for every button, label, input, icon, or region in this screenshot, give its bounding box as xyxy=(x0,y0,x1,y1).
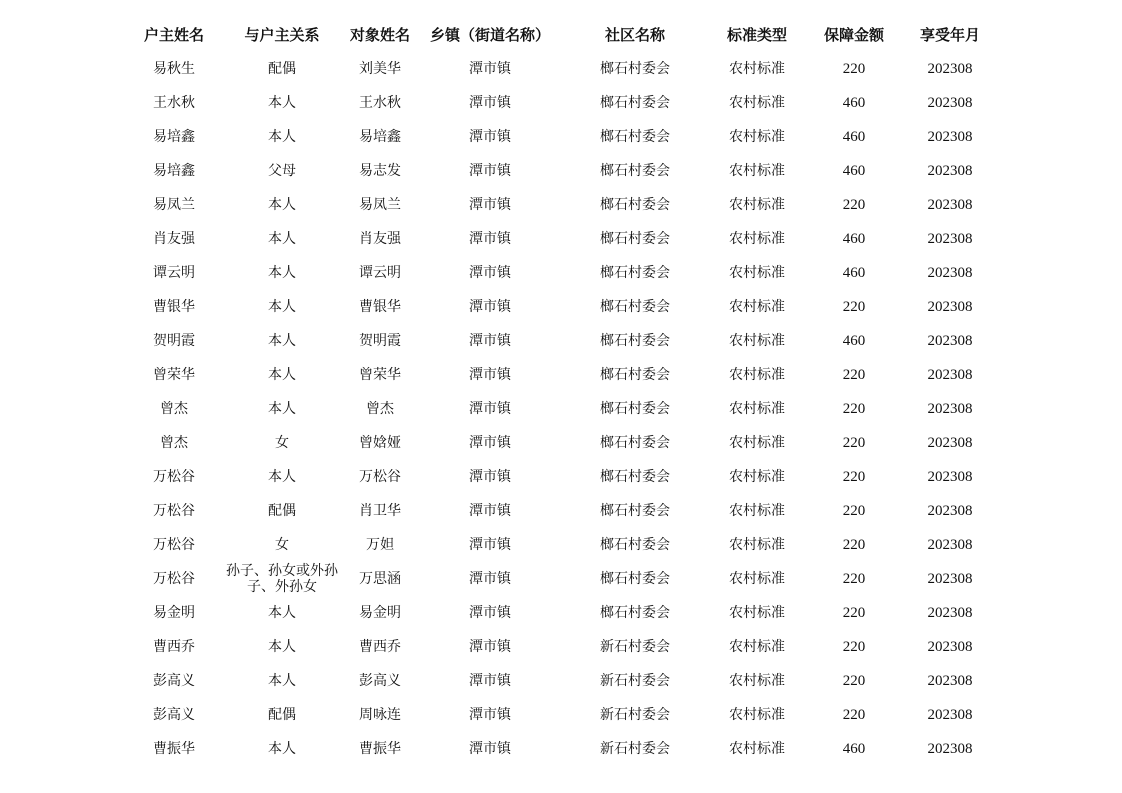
cell-relation: 本人 xyxy=(268,265,296,281)
cell-standard: 农村标准 xyxy=(729,673,785,689)
cell-relation: 本人 xyxy=(268,231,296,247)
cell-month: 202308 xyxy=(927,333,973,349)
cell-community: 新石村委会 xyxy=(600,707,670,723)
cell-amount: 220 xyxy=(842,537,866,553)
cell-amount: 220 xyxy=(842,197,866,213)
cell-relation: 本人 xyxy=(268,333,296,349)
cell-amount: 220 xyxy=(842,503,866,519)
cell-standard: 农村标准 xyxy=(729,95,785,111)
cell-subject: 曹银华 xyxy=(359,299,401,315)
cell-community: 榔石村委会 xyxy=(600,61,670,77)
cell-amount: 460 xyxy=(842,231,866,247)
cell-relation: 女 xyxy=(275,537,289,553)
cell-standard: 农村标准 xyxy=(729,231,785,247)
table-row xyxy=(0,290,1122,324)
cell-community: 榔石村委会 xyxy=(600,231,670,247)
cell-relation: 本人 xyxy=(268,639,296,655)
table-row xyxy=(0,528,1122,562)
table-row xyxy=(0,120,1122,154)
cell-month: 202308 xyxy=(927,469,973,485)
cell-town: 潭市镇 xyxy=(469,469,511,485)
cell-relation: 本人 xyxy=(268,299,296,315)
cell-amount: 220 xyxy=(842,61,866,77)
cell-month: 202308 xyxy=(927,673,973,689)
cell-town: 潭市镇 xyxy=(469,367,511,383)
cell-amount: 220 xyxy=(842,605,866,621)
cell-householder: 易秋生 xyxy=(153,61,195,77)
cell-standard: 农村标准 xyxy=(729,197,785,213)
cell-subject: 肖卫华 xyxy=(359,503,401,519)
cell-subject: 万妲 xyxy=(366,537,394,553)
cell-subject: 贺明霞 xyxy=(359,333,401,349)
cell-subject: 易金明 xyxy=(359,605,401,621)
cell-householder: 万松谷 xyxy=(153,469,195,485)
cell-subject: 曹西乔 xyxy=(359,639,401,655)
cell-town: 潭市镇 xyxy=(469,197,511,213)
cell-community: 榔石村委会 xyxy=(600,435,670,451)
cell-month: 202308 xyxy=(927,401,973,417)
cell-community: 榔石村委会 xyxy=(600,163,670,179)
table-row xyxy=(0,324,1122,358)
cell-standard: 农村标准 xyxy=(729,367,785,383)
cell-town: 潭市镇 xyxy=(469,265,511,281)
cell-relation: 本人 xyxy=(268,605,296,621)
cell-town: 潭市镇 xyxy=(469,435,511,451)
table-row xyxy=(0,494,1122,528)
cell-standard: 农村标准 xyxy=(729,537,785,553)
cell-subject: 曾杰 xyxy=(366,401,394,417)
cell-householder: 万松谷 xyxy=(153,503,195,519)
cell-householder: 曹银华 xyxy=(153,299,195,315)
cell-standard: 农村标准 xyxy=(729,129,785,145)
table-row xyxy=(0,188,1122,222)
cell-subject: 王水秋 xyxy=(359,95,401,111)
cell-month: 202308 xyxy=(927,571,973,587)
cell-community: 榔石村委会 xyxy=(600,129,670,145)
cell-month: 202308 xyxy=(927,197,973,213)
table-row xyxy=(0,732,1122,766)
cell-amount: 460 xyxy=(842,333,866,349)
cell-community: 新石村委会 xyxy=(600,639,670,655)
cell-relation: 配偶 xyxy=(268,707,296,723)
cell-householder: 曾杰 xyxy=(160,401,188,417)
cell-relation: 父母 xyxy=(268,163,296,179)
header-amount: 保障金额 xyxy=(823,26,885,44)
cell-amount: 220 xyxy=(842,571,866,587)
cell-subject: 易培鑫 xyxy=(359,129,401,145)
cell-month: 202308 xyxy=(927,163,973,179)
cell-relation: 配偶 xyxy=(268,61,296,77)
cell-amount: 220 xyxy=(842,401,866,417)
cell-town: 潭市镇 xyxy=(469,129,511,145)
header-relation-to-householder: 与户主关系 xyxy=(244,26,320,44)
cell-standard: 农村标准 xyxy=(729,435,785,451)
cell-relation: 本人 xyxy=(268,367,296,383)
cell-town: 潭市镇 xyxy=(469,503,511,519)
cell-relation: 女 xyxy=(275,435,289,451)
cell-month: 202308 xyxy=(927,129,973,145)
cell-relation: 本人 xyxy=(268,95,296,111)
table-row xyxy=(0,392,1122,426)
cell-subject: 刘美华 xyxy=(359,61,401,77)
cell-standard: 农村标准 xyxy=(729,299,785,315)
header-town: 乡镇（街道名称） xyxy=(429,26,551,44)
table-row xyxy=(0,562,1122,596)
cell-month: 202308 xyxy=(927,503,973,519)
cell-standard: 农村标准 xyxy=(729,571,785,587)
cell-subject: 万松谷 xyxy=(359,469,401,485)
cell-subject: 曾娢娅 xyxy=(359,435,401,451)
table-row xyxy=(0,86,1122,120)
cell-month: 202308 xyxy=(927,741,973,757)
cell-community: 榔石村委会 xyxy=(600,265,670,281)
cell-standard: 农村标准 xyxy=(729,333,785,349)
cell-town: 潭市镇 xyxy=(469,401,511,417)
cell-householder: 易金明 xyxy=(153,605,195,621)
header-standard-type: 标准类型 xyxy=(726,26,788,44)
cell-town: 潭市镇 xyxy=(469,61,511,77)
cell-standard: 农村标准 xyxy=(729,265,785,281)
cell-householder: 万松谷 xyxy=(153,571,195,587)
cell-town: 潭市镇 xyxy=(469,707,511,723)
cell-community: 榔石村委会 xyxy=(600,95,670,111)
cell-householder: 易培鑫 xyxy=(153,163,195,179)
cell-relation: 本人 xyxy=(268,197,296,213)
cell-month: 202308 xyxy=(927,605,973,621)
cell-householder: 易培鑫 xyxy=(153,129,195,145)
cell-relation: 本人 xyxy=(268,469,296,485)
cell-amount: 460 xyxy=(842,741,866,757)
table-row xyxy=(0,630,1122,664)
cell-community: 榔石村委会 xyxy=(600,571,670,587)
cell-relation: 孙子、孙女或外孙子、外孙女 xyxy=(226,563,338,595)
cell-amount: 220 xyxy=(842,299,866,315)
cell-householder: 贺明霞 xyxy=(153,333,195,349)
cell-month: 202308 xyxy=(927,95,973,111)
cell-community: 榔石村委会 xyxy=(600,367,670,383)
cell-standard: 农村标准 xyxy=(729,741,785,757)
cell-month: 202308 xyxy=(927,299,973,315)
cell-town: 潭市镇 xyxy=(469,95,511,111)
cell-month: 202308 xyxy=(927,707,973,723)
cell-town: 潭市镇 xyxy=(469,537,511,553)
cell-community: 榔石村委会 xyxy=(600,469,670,485)
cell-month: 202308 xyxy=(927,435,973,451)
cell-relation: 本人 xyxy=(268,741,296,757)
table-row xyxy=(0,256,1122,290)
cell-community: 榔石村委会 xyxy=(600,197,670,213)
cell-subject: 易凤兰 xyxy=(359,197,401,213)
cell-community: 榔石村委会 xyxy=(600,401,670,417)
cell-amount: 220 xyxy=(842,673,866,689)
cell-amount: 460 xyxy=(842,129,866,145)
cell-standard: 农村标准 xyxy=(729,61,785,77)
cell-relation: 本人 xyxy=(268,129,296,145)
cell-month: 202308 xyxy=(927,61,973,77)
cell-month: 202308 xyxy=(927,231,973,247)
cell-town: 潭市镇 xyxy=(469,639,511,655)
cell-month: 202308 xyxy=(927,537,973,553)
cell-relation: 本人 xyxy=(268,401,296,417)
header-community: 社区名称 xyxy=(604,26,666,44)
cell-community: 榔石村委会 xyxy=(600,503,670,519)
cell-amount: 220 xyxy=(842,469,866,485)
cell-subject: 曾荣华 xyxy=(359,367,401,383)
cell-standard: 农村标准 xyxy=(729,401,785,417)
cell-standard: 农村标准 xyxy=(729,469,785,485)
header-month: 享受年月 xyxy=(919,26,981,44)
cell-town: 潭市镇 xyxy=(469,673,511,689)
cell-householder: 曾杰 xyxy=(160,435,188,451)
cell-subject: 周咏连 xyxy=(359,707,401,723)
cell-relation: 本人 xyxy=(268,673,296,689)
cell-amount: 460 xyxy=(842,163,866,179)
header-subject-name: 对象姓名 xyxy=(349,26,411,44)
cell-standard: 农村标准 xyxy=(729,605,785,621)
cell-householder: 万松谷 xyxy=(153,537,195,553)
cell-standard: 农村标准 xyxy=(729,503,785,519)
table-row xyxy=(0,426,1122,460)
cell-householder: 曹西乔 xyxy=(153,639,195,655)
table-row xyxy=(0,664,1122,698)
cell-householder: 彭高义 xyxy=(153,673,195,689)
table-row xyxy=(0,460,1122,494)
cell-town: 潭市镇 xyxy=(469,741,511,757)
cell-amount: 220 xyxy=(842,707,866,723)
cell-householder: 易凤兰 xyxy=(153,197,195,213)
cell-town: 潭市镇 xyxy=(469,299,511,315)
header-householder-name: 户主姓名 xyxy=(143,26,205,44)
table-row xyxy=(0,358,1122,392)
cell-community: 榔石村委会 xyxy=(600,537,670,553)
table-row xyxy=(0,154,1122,188)
cell-subject: 彭高义 xyxy=(359,673,401,689)
cell-community: 榔石村委会 xyxy=(600,299,670,315)
cell-standard: 农村标准 xyxy=(729,163,785,179)
cell-subject: 肖友强 xyxy=(359,231,401,247)
cell-town: 潭市镇 xyxy=(469,571,511,587)
cell-town: 潭市镇 xyxy=(469,231,511,247)
cell-relation: 配偶 xyxy=(268,503,296,519)
cell-amount: 460 xyxy=(842,265,866,281)
table-row xyxy=(0,698,1122,732)
cell-month: 202308 xyxy=(927,265,973,281)
table-row xyxy=(0,52,1122,86)
cell-town: 潭市镇 xyxy=(469,163,511,179)
cell-standard: 农村标准 xyxy=(729,707,785,723)
cell-subject: 万思涵 xyxy=(359,571,401,587)
cell-town: 潭市镇 xyxy=(469,605,511,621)
cell-subject: 易志发 xyxy=(359,163,401,179)
cell-month: 202308 xyxy=(927,639,973,655)
cell-town: 潭市镇 xyxy=(469,333,511,349)
cell-subject: 曹振华 xyxy=(359,741,401,757)
cell-householder: 曹振华 xyxy=(153,741,195,757)
table-row xyxy=(0,596,1122,630)
cell-subject: 谭云明 xyxy=(359,265,401,281)
cell-amount: 220 xyxy=(842,435,866,451)
cell-community: 新石村委会 xyxy=(600,741,670,757)
cell-householder: 肖友强 xyxy=(153,231,195,247)
cell-standard: 农村标准 xyxy=(729,639,785,655)
cell-householder: 王水秋 xyxy=(153,95,195,111)
cell-householder: 谭云明 xyxy=(153,265,195,281)
cell-amount: 220 xyxy=(842,639,866,655)
cell-community: 新石村委会 xyxy=(600,673,670,689)
cell-householder: 彭高义 xyxy=(153,707,195,723)
cell-community: 榔石村委会 xyxy=(600,605,670,621)
cell-month: 202308 xyxy=(927,367,973,383)
cell-community: 榔石村委会 xyxy=(600,333,670,349)
cell-amount: 460 xyxy=(842,95,866,111)
cell-householder: 曾荣华 xyxy=(153,367,195,383)
table-row xyxy=(0,222,1122,256)
cell-amount: 220 xyxy=(842,367,866,383)
